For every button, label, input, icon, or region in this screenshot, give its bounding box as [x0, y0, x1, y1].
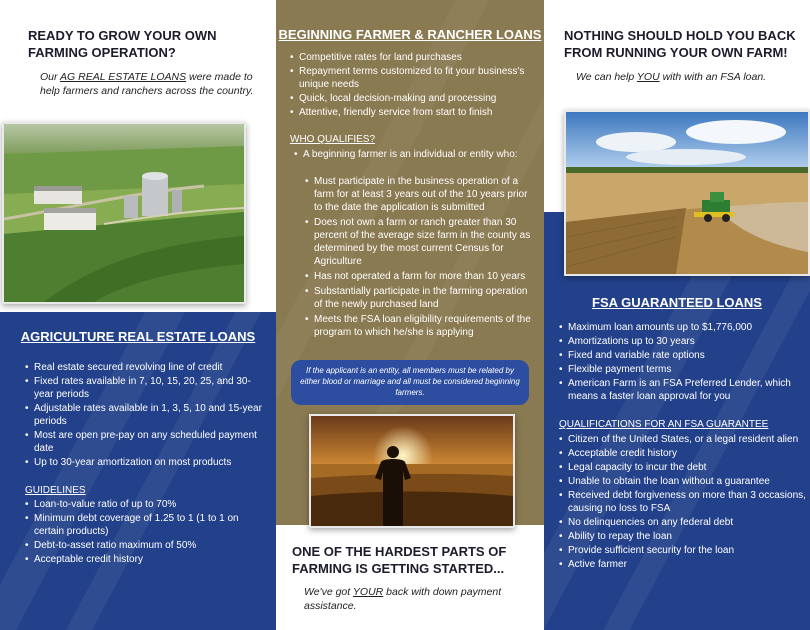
- list-item: • A beginning farmer is an individual or entity who:: [294, 148, 520, 161]
- list-item: • Citizen of the United States, or a legal resident alien: [559, 433, 807, 446]
- list-item: • Adjustable rates available in 1, 3, 5, 10 and 15-year periods: [25, 402, 265, 428]
- left-panel: [0, 0, 276, 630]
- middle-headline: ONE OF THE HARDEST PARTS OF FARMING IS GETTING STARTED...: [292, 544, 507, 576]
- left-intro: [40, 70, 255, 98]
- list-item: • Attentive, friendly service from start to finish: [290, 106, 538, 119]
- entity-note-box: [291, 360, 529, 405]
- beginning-farmer-list: [290, 51, 538, 120]
- aerial-farm-illustration: [4, 124, 244, 302]
- middle-tagline-prefix: We've got: [304, 586, 353, 598]
- ag-real-estate-title: AGRICULTURE REAL ESTATE LOANS: [20, 329, 256, 344]
- list-item: • Loan-to-value ratio of up to 70%: [25, 498, 265, 511]
- who-qualifies-list: [305, 175, 535, 340]
- list-item: • Minimum debt coverage of 1.25 to 1 (1 to 1 on certain products): [25, 512, 265, 538]
- list-item: • American Farm is an FSA Preferred Lender, which means a faster loan approval for you: [559, 377, 807, 403]
- list-item: • Ability to repay the loan: [559, 530, 807, 543]
- list-item: • Meets the FSA loan eligibility requirements of the program to which he/she is applying: [305, 313, 535, 339]
- list-item: • Has not operated a farm for more than 10 years: [305, 270, 535, 283]
- list-item: • Does not own a farm or ranch greater than 30 percent of the average size farm in the county as determined by the most current Census for Agriculture: [305, 216, 535, 268]
- list-item: • Up to 30-year amortization on most products: [25, 456, 265, 469]
- ag-real-estate-list: [25, 361, 265, 470]
- left-intro-prefix: Our: [40, 71, 61, 83]
- right-headline: NOTHING SHOULD HOLD YOU BACK FROM RUNNING YOUR OWN FARM!: [564, 28, 796, 60]
- left-intro-link: AG REAL ESTATE LOANS: [60, 71, 187, 83]
- harvest-combine-photo: [564, 110, 810, 276]
- list-item: • Must participate in the business operation of a farm for at least 3 years out of the 10 years prior to the date the application is submitted: [305, 175, 535, 214]
- left-intro-suffix: were made to help farmers and ranchers across the country.: [40, 71, 254, 97]
- list-item: • Legal capacity to incur the debt: [559, 461, 807, 474]
- who-qualifies-title: WHO QUALIFIES?: [290, 134, 376, 145]
- who-qualifies-lead: [294, 148, 520, 162]
- list-item: • Substantially participate in the farming operation of the newly purchased land: [305, 285, 535, 311]
- left-blue-block: [0, 312, 276, 630]
- list-item: • Quick, local decision-making and processing: [290, 92, 538, 105]
- list-item: • Acceptable credit history: [25, 553, 265, 566]
- fsa-guaranteed-list: [559, 321, 807, 404]
- list-item: • Acceptable credit history: [559, 447, 807, 460]
- list-item: • Unable to obtain the loan without a guarantee: [559, 475, 807, 488]
- list-item: • Most are open pre-pay on any scheduled payment date: [25, 429, 265, 455]
- list-item: • Fixed rates available in 7, 10, 15, 20, 25, and 30-year periods: [25, 375, 265, 401]
- list-item: • Maximum loan amounts up to $1,776,000: [559, 321, 807, 334]
- list-item: • Flexible payment terms: [559, 363, 807, 376]
- right-panel: [544, 0, 810, 630]
- fsa-qualifications-list: [559, 433, 807, 572]
- harvest-combine-illustration: [566, 112, 808, 274]
- left-headline: READY TO GROW YOUR OWN FARMING OPERATION?: [28, 28, 217, 60]
- middle-white-block: [276, 525, 544, 630]
- entity-note: If the applicant is an entity, all members must be related by either blood or marriage and all must be considered beginning farmers.: [300, 366, 520, 397]
- beginning-farmer-title: BEGINNING FARMER & RANCHER LOANS: [278, 27, 542, 42]
- list-item: • Fixed and variable rate options: [559, 349, 807, 362]
- middle-panel: [276, 0, 544, 630]
- right-intro: [576, 70, 801, 84]
- list-item: • Debt-to-asset ratio maximum of 50%: [25, 539, 265, 552]
- list-item: • No delinquencies on any federal debt: [559, 516, 807, 529]
- middle-tagline-link: YOUR: [352, 586, 384, 598]
- guidelines-title: GUIDELINES: [25, 485, 86, 496]
- sunset-farmer-illustration: [311, 416, 513, 526]
- list-item: • Competitive rates for land purchases: [290, 51, 538, 64]
- list-item: • Active farmer: [559, 558, 807, 571]
- list-item: • Real estate secured revolving line of credit: [25, 361, 265, 374]
- sunset-farmer-photo: [309, 414, 515, 528]
- aerial-farm-photo: [2, 122, 246, 304]
- right-intro-suffix: with with an FSA loan.: [659, 71, 767, 83]
- guidelines-list: [25, 498, 265, 567]
- middle-tagline-suffix: back with down payment assistance.: [304, 586, 502, 612]
- list-item: • Repayment terms customized to fit your business's unique needs: [290, 65, 538, 91]
- list-item: • Received debt forgiveness on more than 3 occasions, causing no loss to FSA: [559, 489, 807, 515]
- fsa-guaranteed-title: FSA GUARANTEED LOANS: [592, 295, 762, 310]
- fsa-qualifications-title: QUALIFICATIONS FOR AN FSA GUARANTEE: [559, 419, 769, 430]
- middle-tagline: [304, 585, 544, 613]
- right-intro-prefix: We can help: [576, 71, 637, 83]
- list-item: • Amortizations up to 30 years: [559, 335, 807, 348]
- right-intro-link: YOU: [636, 71, 660, 83]
- list-item: • Provide sufficient security for the loan: [559, 544, 807, 557]
